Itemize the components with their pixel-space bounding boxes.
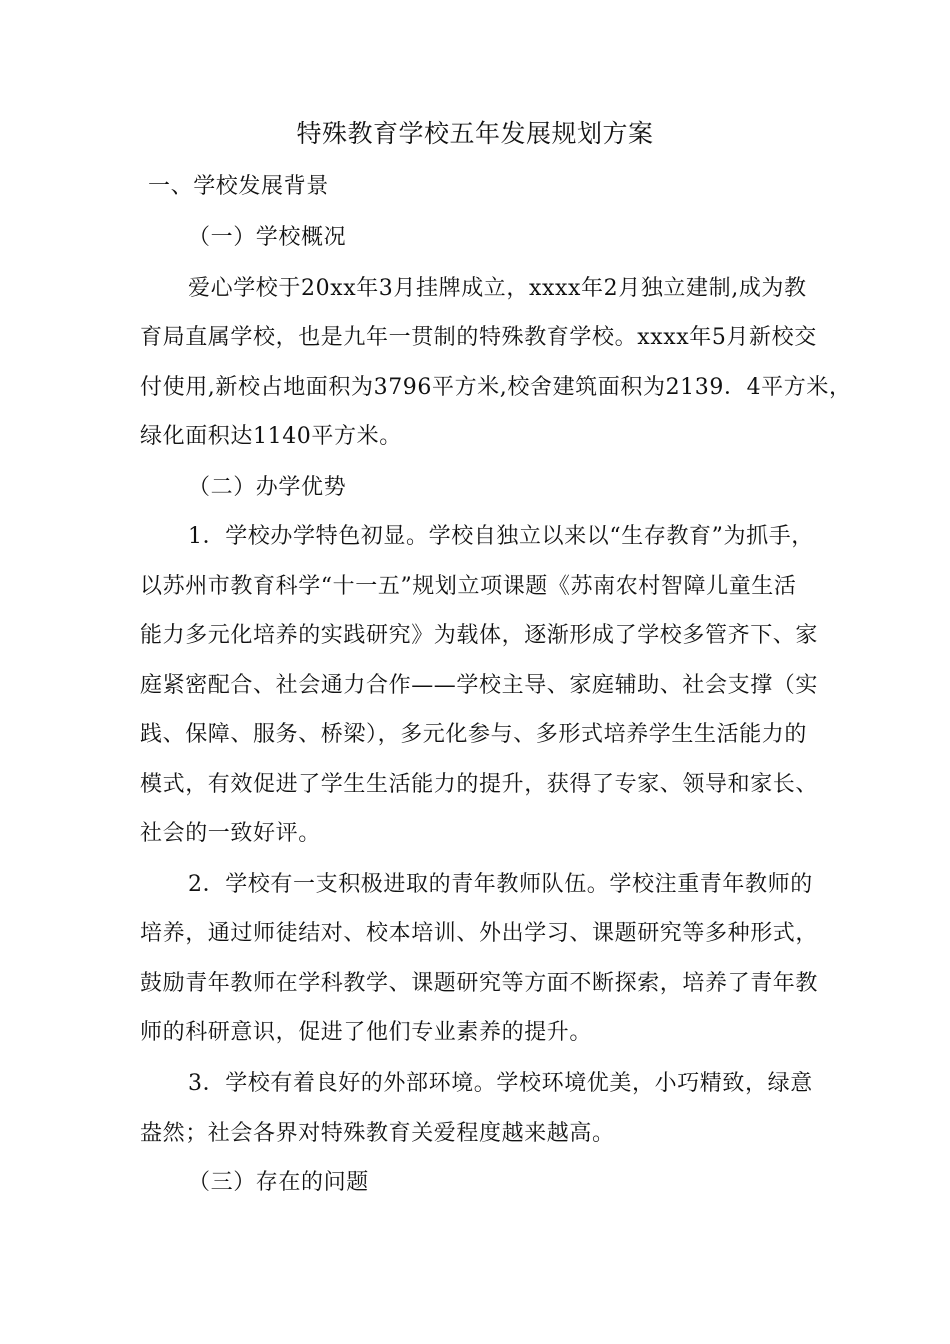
subsection-heading: （三）存在的问题 [188, 1170, 369, 1195]
subsection-heading: （一）学校概况 [188, 225, 347, 250]
paragraph-line: 培养，通过师徒结对、校本培训、外出学习、课题研究等多种形式， [140, 921, 819, 946]
paragraph-line: 庭紧密配合、社会通力合作——学校主导、家庭辅助、社会支撑（实 [140, 673, 819, 698]
section-heading: 一、学校发展背景 [148, 174, 329, 199]
paragraph-line: 3．学校有着良好的外部环境。学校环境优美，小巧精致，绿意 [188, 1071, 813, 1096]
paragraph-line: 1．学校办学特色初显。学校自独立以来以“生存教育”为抓手， [188, 524, 814, 549]
paragraph-line: 盎然；社会各界对特殊教育关爱程度越来越高。 [140, 1121, 615, 1146]
paragraph-line: 师的科研意识，促进了他们专业素养的提升。 [140, 1020, 593, 1045]
paragraph-line: 2．学校有一支积极进取的青年教师队伍。学校注重青年教师的 [188, 872, 813, 897]
page-title: 特殊教育学校五年发展规划方案 [296, 119, 654, 148]
paragraph-line: 鼓励青年教师在学科教学、课题研究等方面不断探索，培养了青年教 [140, 971, 819, 996]
paragraph-line: 爱心学校于20xx年3月挂牌成立，xxxx年2月独立建制,成为教 [188, 276, 807, 301]
subsection-heading: （二）办学优势 [188, 475, 347, 500]
paragraph-line: 育局直属学校，也是九年一贯制的特殊教育学校。xxxx年5月新校交 [140, 325, 817, 350]
paragraph-line: 能力多元化培养的实践研究》为载体，逐渐形成了学校多管齐下、家 [140, 623, 819, 648]
paragraph-line: 践、保障、服务、桥梁），多元化参与、多形式培养学生生活能力的 [140, 722, 808, 747]
paragraph-line: 社会的一致好评。 [140, 821, 321, 846]
paragraph-line: 模式，有效促进了学生生活能力的提升，获得了专家、领导和家长、 [140, 772, 819, 797]
paragraph-line: 绿化面积达1140平方米。 [140, 424, 402, 449]
paragraph-line: 以苏州市教育科学“十一五”规划立项课题《苏南农村智障儿童生活 [140, 574, 797, 599]
paragraph-line: 付使用,新校占地面积为3796平方米,校舍建筑面积为2139．4平方米， [140, 375, 852, 400]
